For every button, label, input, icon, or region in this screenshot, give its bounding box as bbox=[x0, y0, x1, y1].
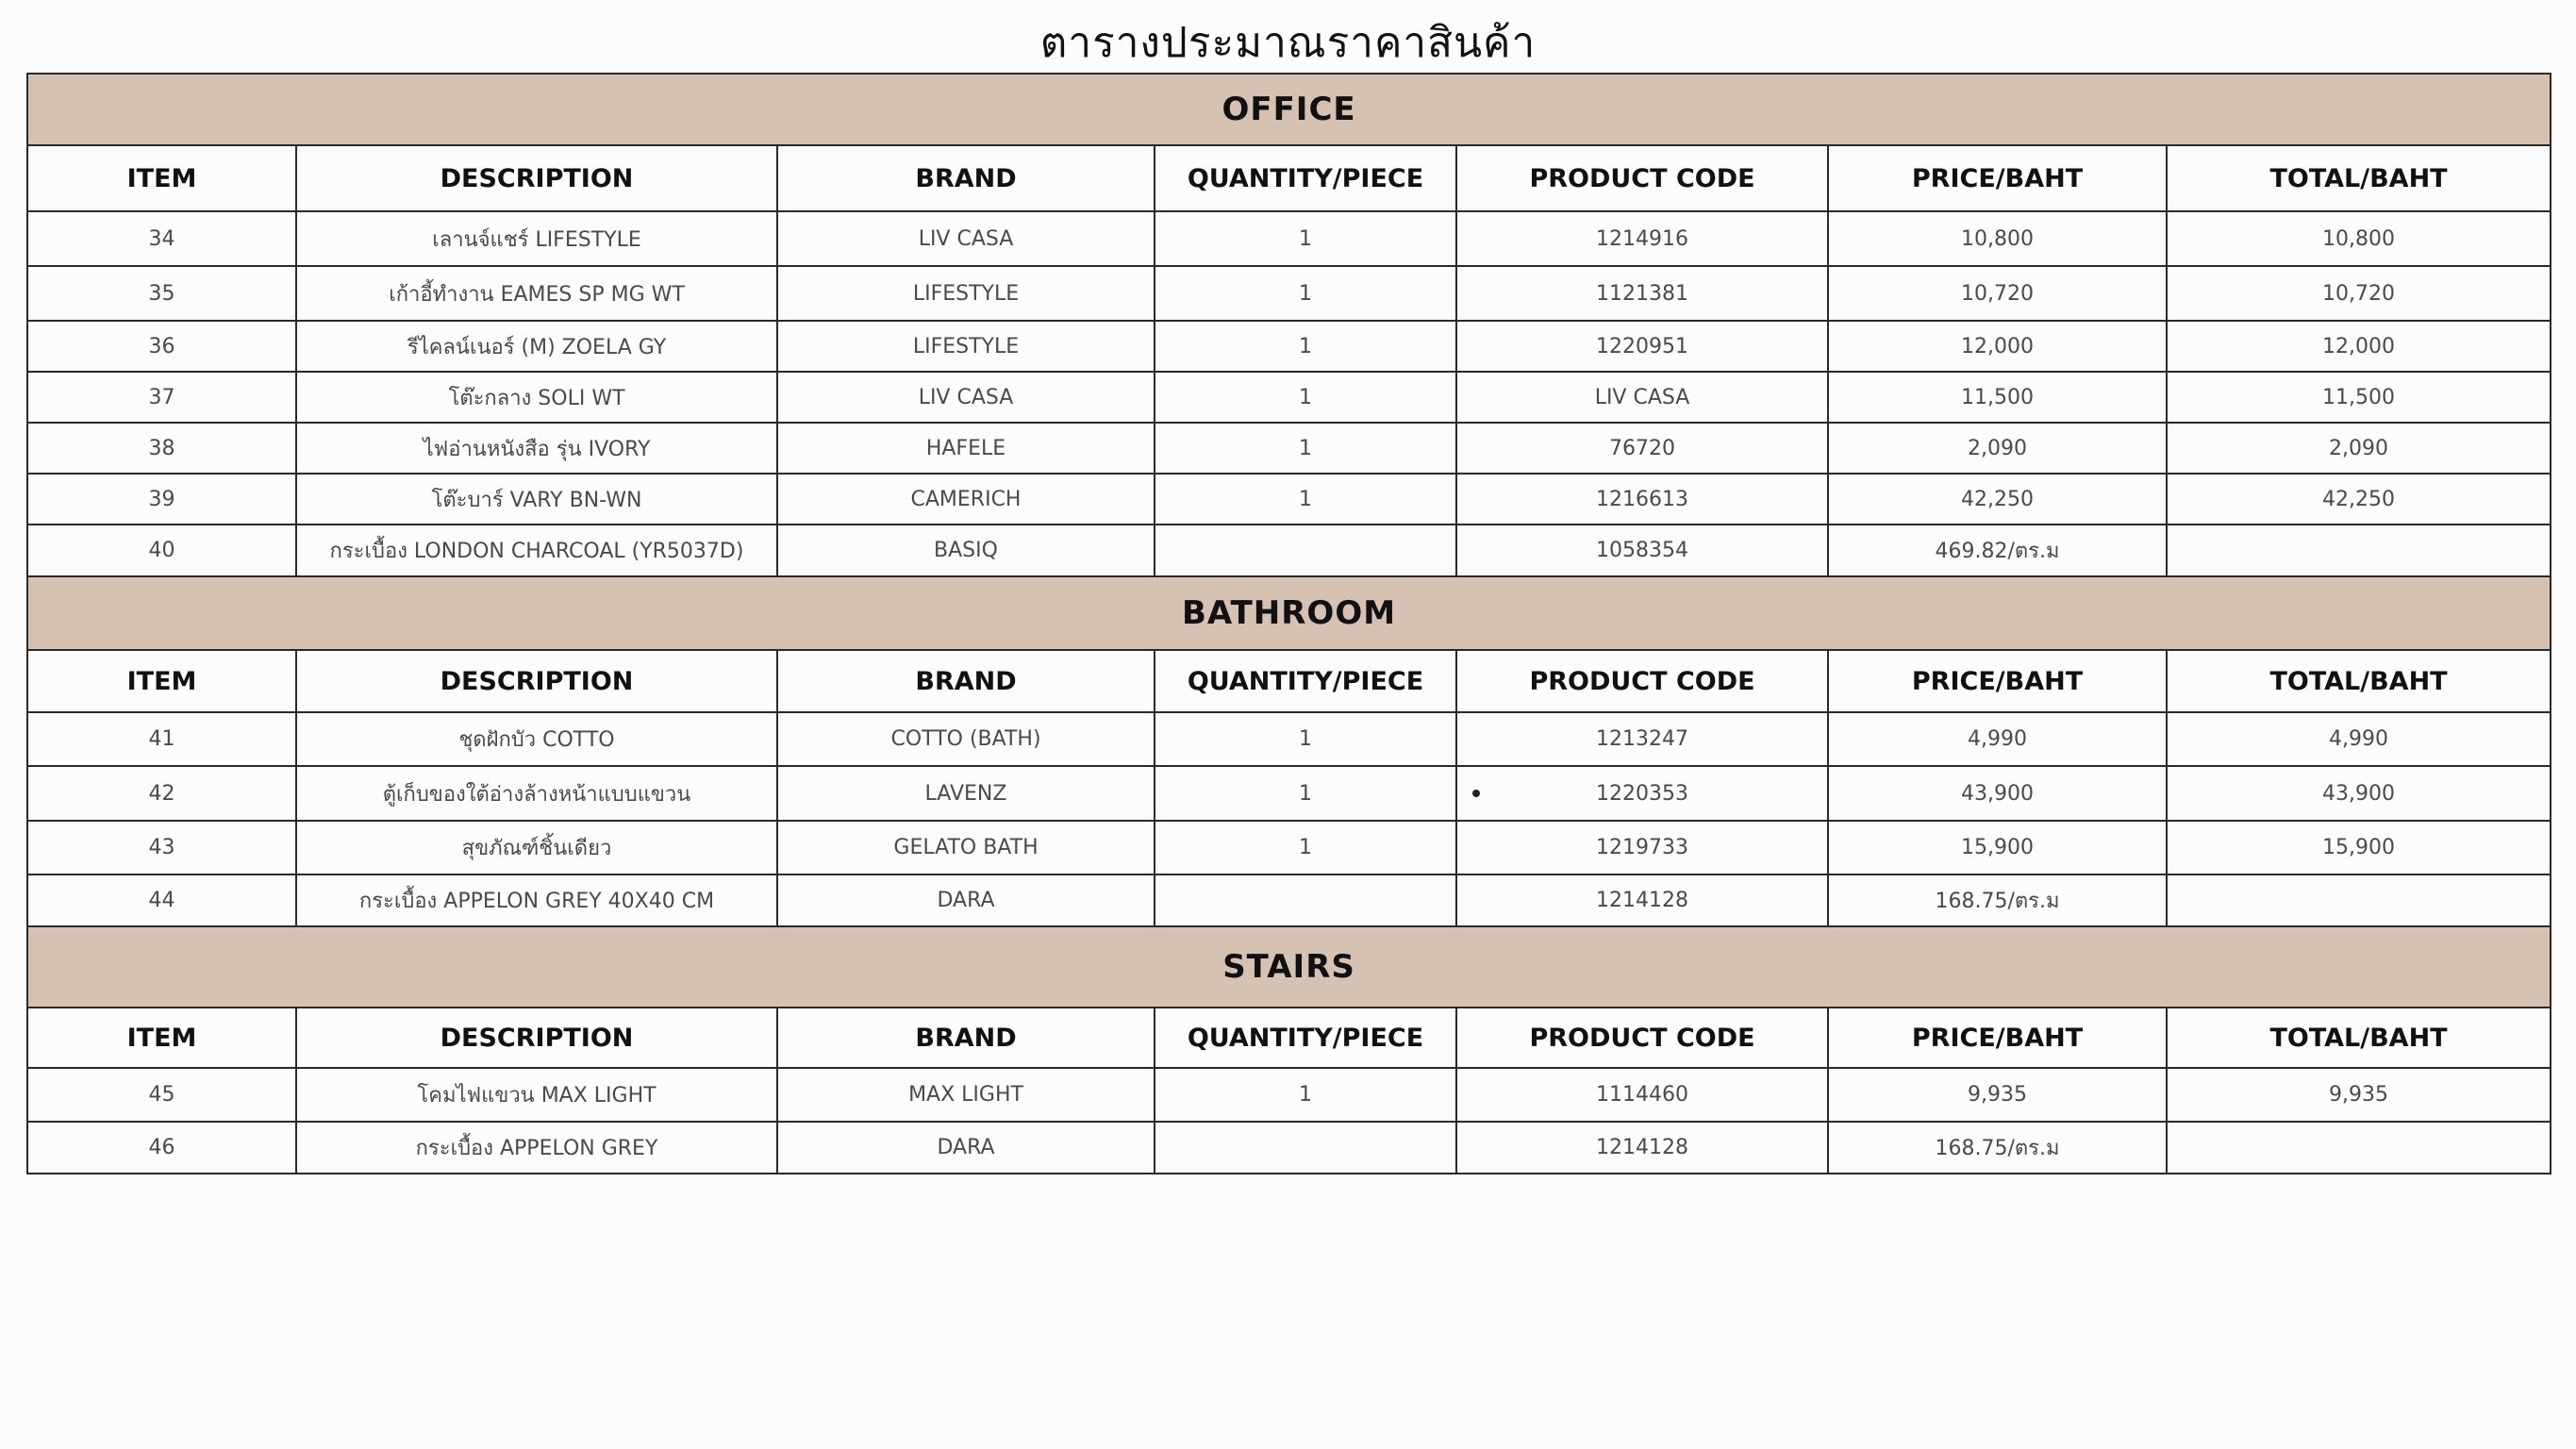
table-row bbox=[27, 321, 2551, 372]
cell-total: 4,990 bbox=[2167, 712, 2551, 766]
cell-product-code: LIV CASA bbox=[1456, 372, 1828, 423]
table-row bbox=[27, 1068, 2551, 1122]
cell-item: 39 bbox=[27, 474, 296, 525]
cell-brand: LIV CASA bbox=[777, 211, 1155, 266]
cell-price: 10,800 bbox=[1828, 211, 2167, 266]
cell-quantity: 1 bbox=[1155, 821, 1456, 874]
cell-brand: MAX LIGHT bbox=[777, 1068, 1155, 1122]
column-header-brand: BRAND bbox=[777, 650, 1155, 712]
cell-price: 168.75/ตร.ม bbox=[1828, 1122, 2167, 1174]
column-header-description: DESCRIPTION bbox=[296, 1008, 777, 1068]
cell-product-code: 1214128 bbox=[1456, 1122, 1828, 1174]
cell-item: 41 bbox=[27, 712, 296, 766]
column-header-item: ITEM bbox=[27, 1008, 296, 1068]
cell-price: 10,720 bbox=[1828, 266, 2167, 321]
cell-description: ชุดฝักบัว COTTO bbox=[296, 712, 777, 766]
cell-value: 1220353 bbox=[1596, 781, 1688, 806]
cell-total: 42,250 bbox=[2167, 474, 2551, 525]
cell-description: โคมไฟแขวน MAX LIGHT bbox=[296, 1068, 777, 1122]
table-row bbox=[27, 874, 2551, 926]
cell-item: 42 bbox=[27, 766, 296, 821]
cell-brand: LIFESTYLE bbox=[777, 321, 1155, 372]
column-header-total: TOTAL/BAHT bbox=[2167, 1008, 2551, 1068]
cell-price: 12,000 bbox=[1828, 321, 2167, 372]
cell-quantity: 1 bbox=[1155, 766, 1456, 821]
cell-total: 43,900 bbox=[2167, 766, 2551, 821]
cell-quantity: 1 bbox=[1155, 423, 1456, 474]
cell-item: 34 bbox=[27, 211, 296, 266]
cell-total: 15,900 bbox=[2167, 821, 2551, 874]
cell-product-code bbox=[1456, 766, 1828, 821]
table-row bbox=[27, 423, 2551, 474]
cell-brand: BASIQ bbox=[777, 525, 1155, 576]
cell-price: 2,090 bbox=[1828, 423, 2167, 474]
cell-description: กระเบื้อง APPELON GREY 40X40 CM bbox=[296, 874, 777, 926]
column-header-quantity: QUANTITY/PIECE bbox=[1155, 145, 1456, 211]
column-header-description: DESCRIPTION bbox=[296, 650, 777, 712]
cell-product-code: 1114460 bbox=[1456, 1068, 1828, 1122]
cell-total: 10,800 bbox=[2167, 211, 2551, 266]
cell-item: 36 bbox=[27, 321, 296, 372]
cell-total bbox=[2167, 874, 2551, 926]
column-header-brand: BRAND bbox=[777, 145, 1155, 211]
cell-quantity bbox=[1155, 1122, 1456, 1174]
table-row bbox=[27, 525, 2551, 576]
column-header-product-code: PRODUCT CODE bbox=[1456, 1008, 1828, 1068]
column-header-quantity: QUANTITY/PIECE bbox=[1155, 1008, 1456, 1068]
cell-item: 35 bbox=[27, 266, 296, 321]
cell-item: 45 bbox=[27, 1068, 296, 1122]
cell-item: 37 bbox=[27, 372, 296, 423]
column-header-price: PRICE/BAHT bbox=[1828, 145, 2167, 211]
cell-price: 168.75/ตร.ม bbox=[1828, 874, 2167, 926]
cell-product-code: 1219733 bbox=[1456, 821, 1828, 874]
cell-total: 11,500 bbox=[2167, 372, 2551, 423]
cell-price: 42,250 bbox=[1828, 474, 2167, 525]
cell-brand: LIFESTYLE bbox=[777, 266, 1155, 321]
column-header-brand: BRAND bbox=[777, 1008, 1155, 1068]
cell-description: โต๊ะกลาง SOLI WT bbox=[296, 372, 777, 423]
price-estimate-table bbox=[26, 73, 2551, 1174]
cell-total: 2,090 bbox=[2167, 423, 2551, 474]
cell-product-code: 1214128 bbox=[1456, 874, 1828, 926]
cell-brand: LAVENZ bbox=[777, 766, 1155, 821]
cell-price: 9,935 bbox=[1828, 1068, 2167, 1122]
cell-brand: DARA bbox=[777, 874, 1155, 926]
cell-total: 10,720 bbox=[2167, 266, 2551, 321]
cell-description: เก้าอี้ทำงาน EAMES SP MG WT bbox=[296, 266, 777, 321]
cell-price: 43,900 bbox=[1828, 766, 2167, 821]
cell-quantity: 1 bbox=[1155, 372, 1456, 423]
cell-product-code: 1216613 bbox=[1456, 474, 1828, 525]
column-header-row bbox=[27, 650, 2551, 712]
cell-item: 40 bbox=[27, 525, 296, 576]
cell-brand: GELATO BATH bbox=[777, 821, 1155, 874]
column-header-price: PRICE/BAHT bbox=[1828, 1008, 2167, 1068]
table-row bbox=[27, 821, 2551, 874]
cell-brand: COTTO (BATH) bbox=[777, 712, 1155, 766]
cell-product-code: 1058354 bbox=[1456, 525, 1828, 576]
cell-quantity bbox=[1155, 874, 1456, 926]
column-header-total: TOTAL/BAHT bbox=[2167, 650, 2551, 712]
cell-description: รีไคลน์เนอร์ (M) ZOELA GY bbox=[296, 321, 777, 372]
cell-product-code: 1121381 bbox=[1456, 266, 1828, 321]
cell-description: เลานจ์แชร์ LIFESTYLE bbox=[296, 211, 777, 266]
bullet-icon bbox=[1472, 790, 1480, 797]
cell-brand: LIV CASA bbox=[777, 372, 1155, 423]
section-title: STAIRS bbox=[27, 926, 2551, 1008]
cell-total: 12,000 bbox=[2167, 321, 2551, 372]
cell-total bbox=[2167, 525, 2551, 576]
cell-brand: CAMERICH bbox=[777, 474, 1155, 525]
cell-brand: HAFELE bbox=[777, 423, 1155, 474]
column-header-item: ITEM bbox=[27, 145, 296, 211]
table-row bbox=[27, 766, 2551, 821]
cell-price: 4,990 bbox=[1828, 712, 2167, 766]
column-header-product-code: PRODUCT CODE bbox=[1456, 650, 1828, 712]
cell-quantity: 1 bbox=[1155, 712, 1456, 766]
cell-item: 46 bbox=[27, 1122, 296, 1174]
column-header-row bbox=[27, 1008, 2551, 1068]
section-header-bathroom bbox=[27, 576, 2551, 650]
table-row bbox=[27, 266, 2551, 321]
column-header-item: ITEM bbox=[27, 650, 296, 712]
cell-total bbox=[2167, 1122, 2551, 1174]
column-header-product-code: PRODUCT CODE bbox=[1456, 145, 1828, 211]
column-header-price: PRICE/BAHT bbox=[1828, 650, 2167, 712]
cell-quantity: 1 bbox=[1155, 474, 1456, 525]
section-title: OFFICE bbox=[27, 74, 2551, 145]
cell-quantity bbox=[1155, 525, 1456, 576]
cell-description: ไฟอ่านหนังสือ รุ่น IVORY bbox=[296, 423, 777, 474]
cell-product-code: 76720 bbox=[1456, 423, 1828, 474]
cell-description: ตู้เก็บของใต้อ่างล้างหน้าแบบแขวน bbox=[296, 766, 777, 821]
column-header-quantity: QUANTITY/PIECE bbox=[1155, 650, 1456, 712]
section-title: BATHROOM bbox=[27, 576, 2551, 650]
cell-quantity: 1 bbox=[1155, 211, 1456, 266]
cell-item: 38 bbox=[27, 423, 296, 474]
column-header-total: TOTAL/BAHT bbox=[2167, 145, 2551, 211]
table-row bbox=[27, 474, 2551, 525]
cell-item: 43 bbox=[27, 821, 296, 874]
cell-description: กระเบื้อง LONDON CHARCOAL (YR5037D) bbox=[296, 525, 777, 576]
cell-brand: DARA bbox=[777, 1122, 1155, 1174]
column-header-description: DESCRIPTION bbox=[296, 145, 777, 211]
table-row bbox=[27, 1122, 2551, 1174]
cell-description: สุขภัณฑ์ชิ้นเดียว bbox=[296, 821, 777, 874]
cell-quantity: 1 bbox=[1155, 1068, 1456, 1122]
page-title: ตารางประมาณราคาสินค้า bbox=[1039, 19, 1537, 67]
cell-product-code: 1220951 bbox=[1456, 321, 1828, 372]
table-row bbox=[27, 372, 2551, 423]
table-row bbox=[27, 211, 2551, 266]
cell-description: กระเบื้อง APPELON GREY bbox=[296, 1122, 777, 1174]
cell-price: 15,900 bbox=[1828, 821, 2167, 874]
cell-price: 11,500 bbox=[1828, 372, 2167, 423]
cell-product-code: 1213247 bbox=[1456, 712, 1828, 766]
section-header-stairs bbox=[27, 926, 2551, 1008]
cell-total: 9,935 bbox=[2167, 1068, 2551, 1122]
cell-product-code: 1214916 bbox=[1456, 211, 1828, 266]
section-header-office bbox=[27, 74, 2551, 145]
cell-quantity: 1 bbox=[1155, 321, 1456, 372]
cell-description: โต๊ะบาร์ VARY BN-WN bbox=[296, 474, 777, 525]
cell-item: 44 bbox=[27, 874, 296, 926]
cell-price: 469.82/ตร.ม bbox=[1828, 525, 2167, 576]
column-header-row bbox=[27, 145, 2551, 211]
table-row bbox=[27, 712, 2551, 766]
cell-quantity: 1 bbox=[1155, 266, 1456, 321]
